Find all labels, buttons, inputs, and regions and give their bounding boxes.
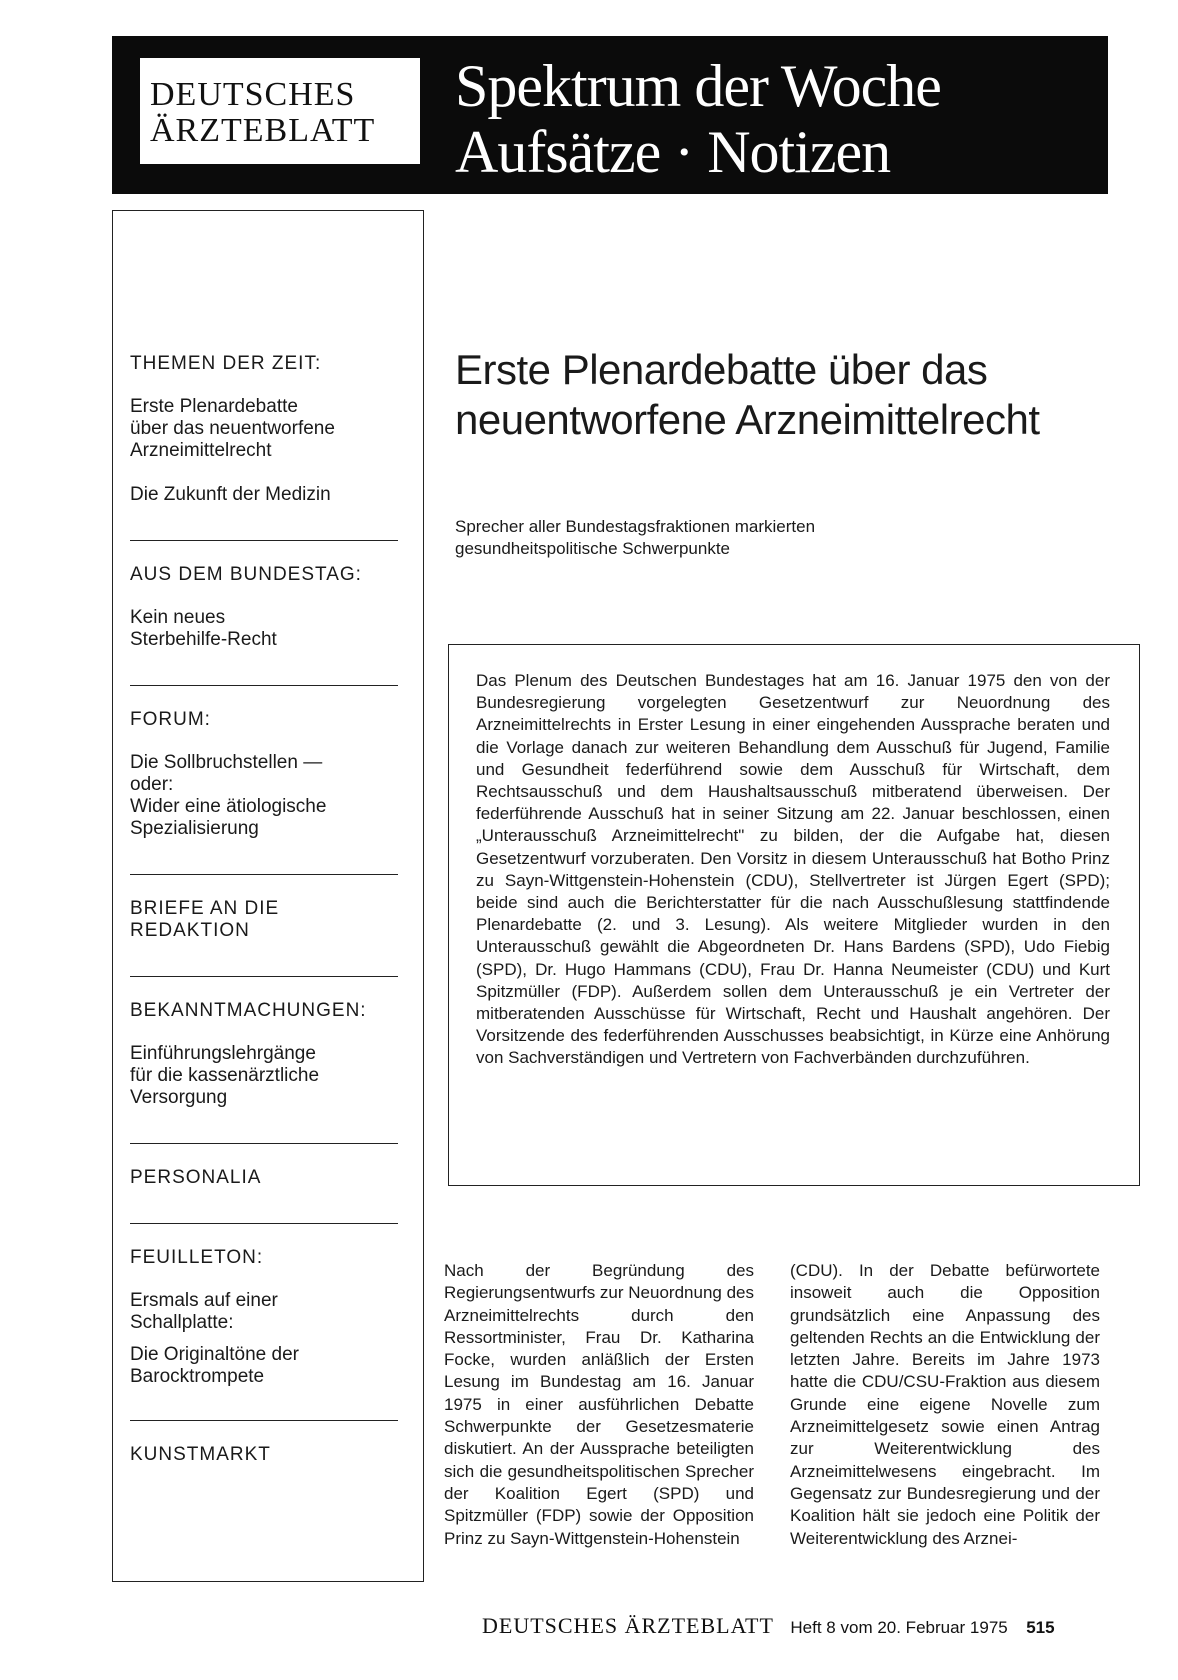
section-headline-1: Spektrum der Woche [455,53,941,119]
toc-item: Die Sollbruchstellen — [130,752,323,773]
toc-item: Einführungslehrgänge [130,1043,316,1064]
toc-item: Die Originaltöne der [130,1344,299,1365]
article-title-line-1: Erste Plenardebatte über das [455,346,988,393]
toc-item: Erste Plenardebatte [130,396,298,417]
toc-divider [130,685,398,686]
toc-item: Versorgung [130,1087,228,1108]
toc-item: Die Zukunft der Medizin [130,484,331,505]
toc-section-bundestag: AUS DEM BUNDESTAG: [130,564,362,585]
article-subtitle-line-2: gesundheitspolitische Schwerpunkte [455,539,731,558]
toc-section-bekanntmachungen: BEKANNTMACHUNGEN: [130,1000,367,1021]
toc-section-forum: FORUM: [130,709,211,730]
toc-item: Spezialisierung [130,818,259,839]
toc-section-briefe: BRIEFE AN DIE [130,898,280,919]
body-column-2: (CDU). In der Debatte befürwortete insoweit auch die Opposition grundsätzlich eine Anpassung des geltenden Rechts an die Entwicklung der letzten Jahre. Bereits im Jahre 1973 hatte die CDU/CSU-Fraktion aus diesem Grunde eine eigene Novelle zum Arzneimittelgesetz sowie einen Antrag zur Weiterentwicklung des Arzneimittelwesens eingebracht. Im Gegensatz zur Bundesregierung und der Koalition hält sie jedoch eine Politik der Weiterentwicklung des Arznei- [790,1261,1100,1548]
toc-divider [130,1223,398,1224]
logo-line-1: DEUTSCHES [150,76,356,113]
footer-publication: DEUTSCHES ÄRZTEBLATT [482,1613,774,1638]
toc-item: oder: [130,774,174,795]
article-title [455,345,1040,445]
page-footer [482,1613,1055,1639]
toc-item: Schallplatte: [130,1312,234,1333]
toc-divider [130,1143,398,1144]
toc-item: Sterbehilfe-Recht [130,629,277,650]
toc-item: Arzneimittelrecht [130,440,272,461]
toc-item: für die kassenärztliche [130,1065,320,1086]
page-number: 515 [1026,1618,1055,1637]
toc-divider [130,976,398,977]
toc-section-briefe: REDAKTION [130,920,250,941]
body-column-1: Nach der Begründung des Regierungsentwurfs zur Neuordnung des Arzneimittelrechts durch den Ressortminister, Frau Dr. Katharina Focke, wurden anläßlich der Ersten Lesung im Bundestag am 16. Januar 1975 in einer ausführlichen Debatte Schwerpunkte der Gesetzesmaterie diskutiert. An der Aussprache beteiligten sich die gesundheitspolitischen Sprecher der Koalition Egert (SPD) und Spitzmüller (FDP) sowie der Opposition Prinz zu Sayn-Wittgenstein-Hohenstein [444,1261,754,1548]
toc-item: Barocktrompete [130,1366,265,1387]
toc-item: über das neuentworfene [130,418,335,439]
toc-item: Kein neues [130,607,226,628]
toc-section-themen: THEMEN DER ZEIT: [130,353,322,374]
article-title-line-2: neuentworfene Arzneimittelrecht [455,396,1040,443]
toc-divider [130,1420,398,1421]
toc-divider [130,874,398,875]
logo-line-2: ÄRZTEBLATT [150,112,376,149]
toc-section-kunstmarkt: KUNSTMARKT [130,1444,271,1465]
section-headline-2: Aufsätze · Notizen [455,119,891,185]
article-subtitle [455,516,815,560]
toc-item: Ersmals auf einer [130,1290,278,1311]
toc-section-personalia: PERSONALIA [130,1167,262,1188]
aerzteblatt-logo [140,58,420,164]
toc-divider [130,540,398,541]
toc-item: Wider eine ätiologische [130,796,327,817]
article-subtitle-line-1: Sprecher aller Bundestagsfraktionen markierten [455,517,816,536]
footer-issue: Heft 8 vom 20. Februar 1975 [790,1618,1008,1637]
toc-section-feuilleton: FEUILLETON: [130,1247,264,1268]
abstract-text: Das Plenum des Deutschen Bundestages hat am 16. Januar 1975 den von der Bundesregierung vorgelegten Gesetzentwurf zur Neuordnung des Arzneimittelrechts in Erster Lesung in einer eingehenden Aussprache beraten und die Vorlage danach zur weiteren Behandlung dem Ausschuß für Jugend, Familie und Gesundheit federführend sowie dem Ausschuß für Wirtschaft, dem Rechtsausschuß und dem Haushaltsausschuß mitberatend überweisen. Der federführende Ausschuß hat in seiner Sitzung am 22. Januar beschlossen, einen „Unterausschuß Arzneimittelrecht" zu bilden, der die Aufgabe hat, diesen Gesetzentwurf vorzuberaten. Den Vorsitz in diesem Unterausschuß hat Botho Prinz zu Sayn-Wittgenstein-Hohenstein (CDU), Stellvertreter ist Jürgen Egert (SPD); beide sind auch die Berichterstatter für die nach Ausschußlesung stattfindende Plenardebatte (2. und 3. Lesung). Als weitere Mitglieder wurden in den Unterausschuß gewählt die Abgeordneten Dr. Hans Bardens (SPD), Udo Fiebig (SPD), Dr. Hugo Hammans (CDU), Frau Dr. Hanna Neumeister (CDU) und Kurt Spitzmüller (FDP). Außerdem sollen dem Unterausschuß je ein Vertreter der mitberatenden Ausschüsse für Wirtschaft, Recht und Haushalt angehören. Der Vorsitzende des federführenden Ausschusses beabsichtigt, in Kürze eine Anhörung von Sachverständigen und Vertretern von Fachverbänden durchzuführen. [476,671,1110,1068]
